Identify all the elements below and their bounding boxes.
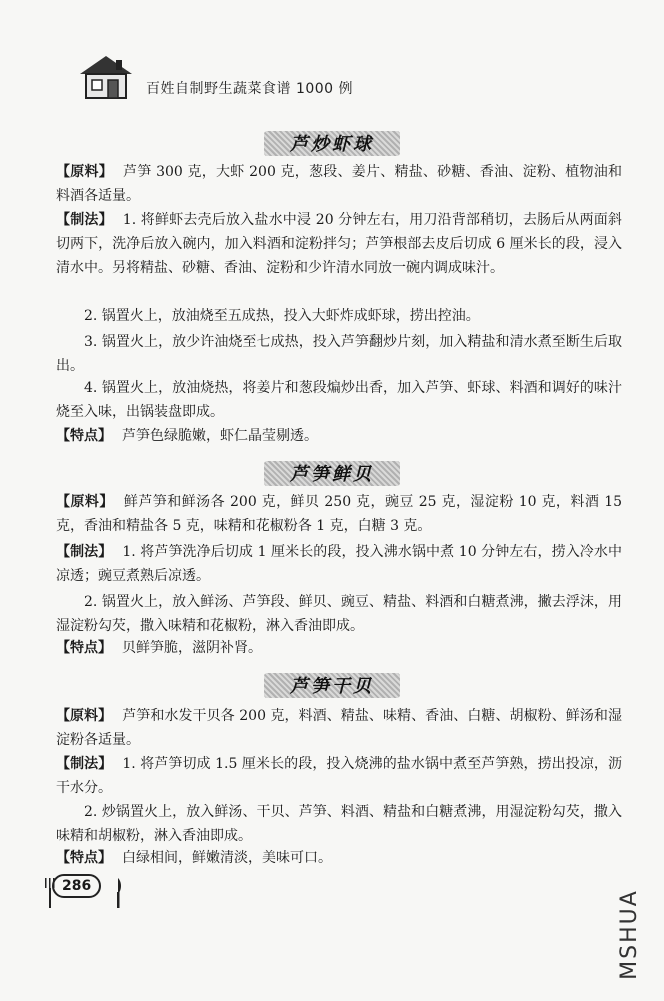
house-icon [76, 52, 136, 102]
recipe-title-text: 芦笋鲜贝 [264, 458, 400, 488]
recipe-title-text: 芦笋干贝 [264, 670, 400, 700]
recipe-title-3 [0, 670, 664, 700]
fork-icon [44, 878, 56, 908]
recipe-2-features [56, 636, 622, 660]
book-title: 百姓自制野生蔬菜食谱 1000 例 [146, 81, 354, 97]
recipe-3-features [56, 846, 622, 870]
recipe-2-step-2 [56, 590, 622, 638]
section-text: 2. 锅置火上，放入鲜汤、芦笋段、鲜贝、豌豆、精盐、料酒和白糖煮沸，撇去浮沫，用湿淀粉勾芡，撒入味精和花椒粉，淋入香油即成。 [56, 594, 622, 634]
section-text: 2. 锅置火上，放油烧至五成热，投入大虾炸成虾球，捞出控油。 [84, 308, 480, 324]
page-header [76, 52, 496, 108]
section-text: 1. 将芦笋洗净后切成 1 厘米长的段，投入沸水锅中煮 10 分钟左右，捞入冷水中凉透；豌豆煮熟后凉透。 [56, 544, 622, 584]
watermark [616, 880, 656, 992]
recipe-1-ingredients [56, 160, 622, 208]
section-text: 贝鲜笋脆，滋阴补肾。 [122, 640, 262, 656]
recipe-3-ingredients [56, 704, 622, 752]
recipe-3-step-2 [56, 800, 622, 848]
section-text: 芦笋色绿脆嫩，虾仁晶莹剔透。 [122, 428, 318, 444]
section-tag: 【制法】 [56, 212, 113, 228]
section-text: 4. 锅置火上，放油烧热，将姜片和葱段煸炒出香，加入芦笋、虾球、料酒和调好的味汁烧至入味，出锅装盘即成。 [56, 380, 622, 420]
recipe-1-step-3 [56, 330, 622, 378]
recipe-3-method [56, 752, 622, 800]
page-number: 286 [52, 874, 101, 898]
recipe-1-features [56, 424, 622, 448]
section-text: 芦笋 300 克，大虾 200 克，葱段、姜片、精盐、砂糖、香油、淀粉、植物油和料酒各适量。 [56, 164, 622, 204]
section-text: 2. 炒锅置火上，放入鲜汤、干贝、芦笋、料酒、精盐和白糖煮沸，用湿淀粉勾芡，撒入味精和胡椒粉，淋入香油即成。 [56, 804, 622, 844]
section-text: 1. 将芦笋切成 1.5 厘米长的段，投入烧沸的盐水锅中煮至芦笋熟，捞出投凉，沥干水分。 [56, 756, 622, 796]
section-text: 白绿相间，鲜嫩清淡，美味可口。 [122, 850, 332, 866]
section-text: 1. 将鲜虾去壳后放入盐水中浸 20 分钟左右，用刀沿背部稍切，去肠后从两面斜切两下，洗净后放入碗内，加入料酒和淀粉拌匀；芦笋根部去皮后切成 6 厘米长的段，浸入清水中。另将精盐、砂糖、香油、淀粉和少许清水同放一碗内调成味汁。 [56, 212, 622, 276]
recipe-2-method [56, 540, 622, 588]
section-tag: 【原料】 [56, 494, 114, 510]
section-tag: 【原料】 [56, 708, 113, 724]
section-tag: 【特点】 [56, 850, 112, 866]
section-tag: 【制法】 [56, 544, 113, 560]
section-tag: 【原料】 [56, 164, 113, 180]
recipe-2-ingredients [56, 490, 622, 538]
section-tag: 【特点】 [56, 640, 112, 656]
page-number-area [52, 874, 101, 898]
recipe-title-2 [0, 458, 664, 488]
section-text: 鲜芦笋和鲜汤各 200 克，鲜贝 250 克，豌豆 25 克，湿淀粉 10 克，料酒 15 克，香油和精盐各 5 克，味精和花椒粉各 1 克，白糖 3 克。 [56, 494, 623, 534]
recipe-1-method [56, 208, 622, 280]
section-tag: 【制法】 [56, 756, 113, 772]
knife-icon [114, 878, 124, 908]
section-text: 芦笋和水发干贝各 200 克，料酒、精盐、味精、香油、白糖、胡椒粉、鲜汤和湿淀粉各适量。 [56, 708, 622, 748]
recipe-1-step-4 [56, 376, 622, 424]
recipe-title-text: 芦炒虾球 [264, 128, 400, 158]
section-text: 3. 锅置火上，放少许油烧至七成热，投入芦笋翻炒片刻，加入精盐和清水煮至断生后取出。 [56, 334, 622, 374]
recipe-title-1 [0, 128, 664, 158]
watermark-text: MSHUA [616, 889, 642, 980]
recipe-1-step-2 [56, 304, 622, 328]
section-tag: 【特点】 [56, 428, 112, 444]
